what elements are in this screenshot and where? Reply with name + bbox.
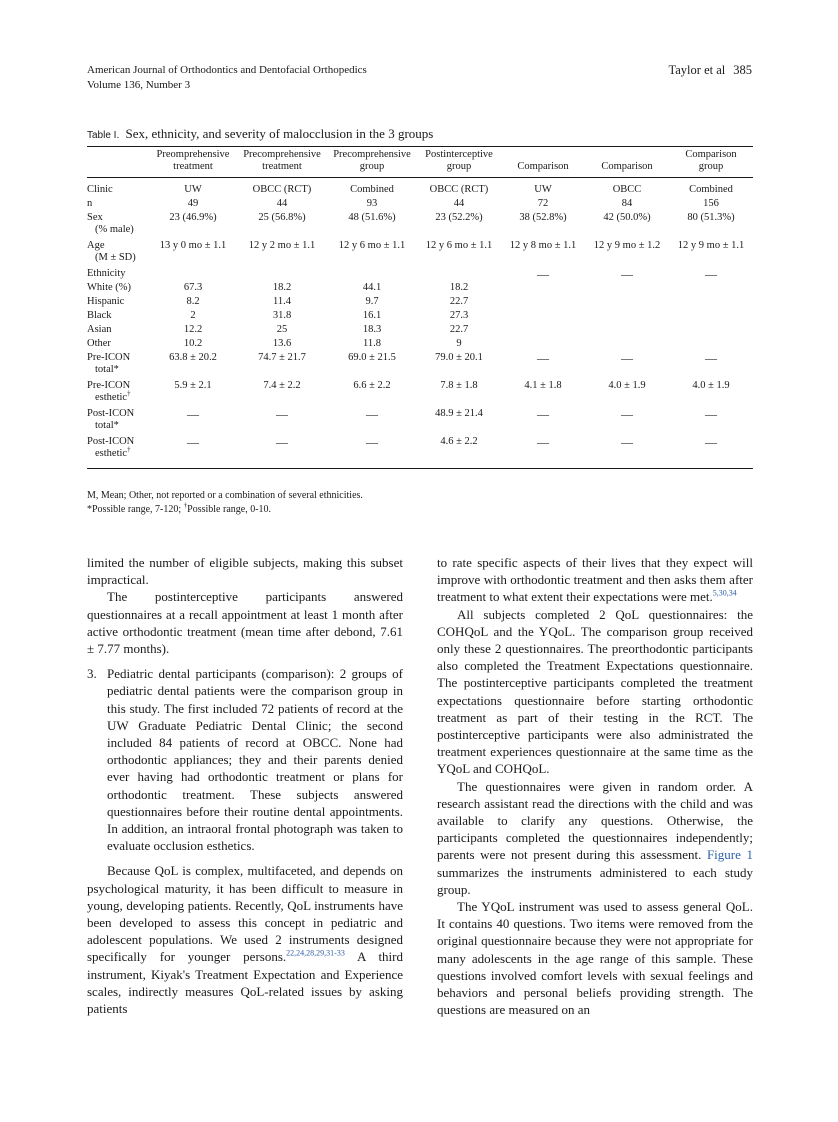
table-cell: —: [366, 435, 378, 449]
table-cell: [585, 310, 669, 324]
list-item: [87, 665, 403, 854]
footnote-ranges: [87, 503, 363, 517]
table-cell: 48 (51.6%): [348, 212, 396, 223]
table-row: [87, 240, 753, 268]
paragraph: limited the number of eligible subjects, making this subset impractical.: [87, 555, 403, 588]
table-cell: UW: [534, 184, 552, 195]
table-row: [87, 324, 753, 338]
table-cell: 16.1: [362, 310, 382, 321]
row-sublabel: [87, 389, 149, 404]
table-cell: [417, 268, 501, 282]
table-cell: 27.3: [449, 310, 469, 321]
table-cell: 63.8 ± 20.2: [169, 352, 217, 363]
column-header: Preomprehensive treatment: [156, 149, 230, 172]
running-header-journal: [87, 63, 367, 92]
header-cell-blank: [87, 147, 149, 178]
table-cell: 12 y 9 mo ± 1.1: [677, 240, 745, 251]
row-label: Hispanic: [87, 296, 125, 307]
table-cell: 12 y 8 mo ± 1.1: [509, 240, 577, 251]
table-row: [87, 296, 753, 310]
table-cell: 67.3: [183, 282, 203, 293]
table-cell: —: [537, 407, 549, 421]
table-cell: [501, 296, 585, 310]
paragraph: The postinterceptive participants answered questionnaires at a recall appointment at least 1 month after active orthodontic treatment (mean time after debond, 7.61 ± 7.77 months).: [87, 589, 403, 657]
table-cell: [327, 268, 417, 282]
table-cell: 11.4: [273, 296, 291, 307]
table-row: [87, 338, 753, 352]
row-label: n: [87, 198, 93, 209]
table-cell: 4.0 ± 1.9: [608, 380, 646, 391]
table-cell: —: [621, 407, 633, 421]
table-row: [87, 282, 753, 296]
row-label-text: Age: [87, 240, 105, 251]
table-cell: [149, 268, 237, 282]
table-cell: 93: [366, 198, 378, 209]
row-label-text: Sex: [87, 212, 103, 223]
table-cell: 7.4 ± 2.2: [263, 380, 301, 391]
table-cell: 23 (52.2%): [435, 212, 483, 223]
table-cell: —: [276, 407, 288, 421]
table-cell: [669, 324, 753, 338]
footnote-range-icon-total: *Possible range, 7-120;: [87, 504, 184, 515]
column-header: Postinterceptive group: [425, 149, 493, 172]
table-cell: 23 (46.9%): [169, 212, 217, 223]
table-cell: 44: [453, 198, 465, 209]
table-cell: 13 y 0 mo ± 1.1: [159, 240, 227, 251]
table-cell: 12 y 2 mo ± 1.1: [248, 240, 316, 251]
table-cell: [669, 296, 753, 310]
citation-link[interactable]: 5,30,34: [712, 589, 737, 599]
table-cell: 25: [276, 324, 288, 335]
table-row: [87, 310, 753, 324]
column-header: Precomprehensive treatment: [243, 149, 321, 172]
table-cell: [585, 324, 669, 338]
table-cell: OBCC (RCT): [252, 184, 312, 195]
table-cell: 31.8: [272, 310, 292, 321]
table-cell: 7.8 ± 1.8: [440, 380, 478, 391]
column-header: Comparison: [517, 161, 569, 172]
table-cell: [237, 268, 327, 282]
row-label: [87, 436, 149, 464]
table-cell: 4.1 ± 1.8: [524, 380, 562, 391]
footnote-marker: †: [183, 501, 188, 510]
table-cell: 79.0 ± 20.1: [435, 352, 483, 363]
row-label: [87, 240, 149, 268]
table-cell: 44: [276, 198, 288, 209]
row-sublabel: [87, 445, 149, 460]
body-column-left: [87, 554, 403, 1017]
table-row: [87, 212, 753, 240]
footnote-abbreviations: M, Mean; Other, not reported or a combination of several ethnicities.: [87, 490, 363, 501]
paragraph-text: The questionnaires were given in random order. A research assistant read the directions with the child and was available to clarify any questions. Otherwise, the participants completed the questionnaires independently; parents were not present during this assessment.: [437, 778, 753, 863]
table-cell: 11.8: [363, 338, 381, 349]
table-cell: [669, 282, 753, 296]
footnote-range-esthetic: Possible range, 0-10.: [187, 504, 272, 515]
table-cell: Combined: [350, 184, 394, 195]
table-row: [87, 380, 753, 408]
table-cell: 42 (50.0%): [603, 212, 651, 223]
row-label: [87, 352, 149, 380]
paragraph: [437, 778, 753, 898]
table-cell: [585, 338, 669, 352]
table-cell: 4.6 ± 2.2: [440, 436, 478, 447]
row-label-text: Post-ICON: [87, 408, 135, 419]
table-cell: —: [621, 435, 633, 449]
row-label: Black: [87, 310, 112, 321]
table-title: Sex, ethnicity, and severity of malocclusion in the 3 groups: [125, 126, 434, 141]
table-cell: —: [366, 407, 378, 421]
paragraph-text: summarizes the instruments administered to each study group.: [437, 864, 753, 897]
table-cell: OBCC: [612, 184, 642, 195]
table-cell: 5.9 ± 2.1: [174, 380, 212, 391]
journal-volume: Volume 136, Number 3: [87, 78, 191, 91]
table-cell: 80 (51.3%): [687, 212, 735, 223]
table-cell: [501, 282, 585, 296]
row-label: Ethnicity: [87, 268, 126, 279]
table-cell: 12 y 6 mo ± 1.1: [338, 240, 406, 251]
table-row: [87, 408, 753, 436]
table-header-row: [87, 147, 753, 178]
table-cell: [585, 296, 669, 310]
row-label: [87, 212, 149, 240]
table-cell: 22.7: [449, 296, 469, 307]
table-cell: —: [705, 351, 717, 365]
data-table-wrapper: [87, 146, 753, 469]
table-row: [87, 178, 753, 198]
table-cell: 74.7 ± 21.7: [258, 352, 306, 363]
table-cell: [501, 338, 585, 352]
row-label-text: Post-ICON: [87, 436, 135, 447]
column-header: Comparison group: [685, 149, 737, 172]
table-row: [87, 352, 753, 380]
table-cell: 69.0 ± 21.5: [348, 352, 396, 363]
table-cell: 22.7: [449, 324, 469, 335]
row-label: White (%): [87, 282, 132, 293]
table-cell: [501, 310, 585, 324]
table-cell: 49: [187, 198, 199, 209]
row-sublabel: (% male): [95, 224, 134, 235]
paragraph: All subjects completed 2 QoL questionnaires: the COHQoL and the YQoL. The comparison group received only these 2 questionnaires. The preorthodontic participants also completed the Treatment Expectations questionnaire. The postinterceptive participants completed the treatment expectations questionnaire before starting orthodontic treatment as part of their testing in the RCT. The postinterceptive participants were also administrated the treatment experiences questionnaire at the same time as the YQoL and COHQoL.: [437, 606, 753, 777]
table-cell: 48.9 ± 21.4: [435, 408, 483, 419]
table-bottom-rule: [87, 468, 753, 469]
column-header: Precomprehensive group: [333, 149, 411, 172]
paragraph-text: Because QoL is complex, multifaceted, and depends on psychological maturity, it has been difficult to measure in young, developing patients. Recently, QoL instruments have been developed to assess this concept in pediatric and adolescent populations. We used 2 instruments designed specifically for younger persons.: [87, 863, 403, 965]
table-cell: 2: [190, 310, 196, 321]
table-cell: —: [276, 435, 288, 449]
table-cell: —: [705, 407, 717, 421]
table-cell: 38 (52.8%): [519, 212, 567, 223]
row-sublabel: total*: [95, 420, 119, 431]
table-cell: 12 y 6 mo ± 1.1: [425, 240, 493, 251]
running-header-page: [669, 63, 753, 78]
table-label: Table I.: [87, 130, 120, 141]
footnote-marker: †: [127, 389, 131, 398]
table-cell: 25 (56.8%): [258, 212, 306, 223]
table-cell: 4.0 ± 1.9: [692, 380, 730, 391]
row-sublabel-text: esthetic: [95, 448, 128, 459]
list-text: Pediatric dental participants (comparison): 2 groups of pediatric dental patients were the comparison group in this study. The first included 72 patients of record at the UW Graduate Pediatric Dental Clinic; the second included 84 patients of record at OBCC. None had orthodontic appliances; they and their parents denied ever having had orthodontic treatment or plans for orthodontic treatment. These subjects answered questionnaires before their routine dental appointments. In addition, an intraoral frontal photograph was taken to evaluate occlusion esthetics.: [107, 666, 403, 854]
table-cell: 13.6: [272, 338, 292, 349]
table-cell: [669, 338, 753, 352]
table-cell: —: [621, 351, 633, 365]
row-label-text: Pre-ICON: [87, 380, 131, 391]
table-cell: 18.3: [362, 324, 382, 335]
row-sublabel-text: esthetic: [95, 392, 128, 403]
table-row: [87, 268, 753, 282]
table-cell: 9: [456, 338, 462, 349]
table-cell: —: [537, 267, 549, 281]
table-cell: 10.2: [183, 338, 203, 349]
journal-name: American Journal of Orthodontics and Dentofacial Orthopedics: [87, 64, 367, 76]
table-cell: —: [537, 351, 549, 365]
table-cell: OBCC (RCT): [429, 184, 489, 195]
row-sublabel: (M ± SD): [95, 252, 136, 263]
footnote-marker: †: [127, 445, 131, 454]
row-sublabel: total*: [95, 364, 119, 375]
paragraph: [87, 862, 403, 1017]
table-cell: [585, 282, 669, 296]
paragraph: [437, 554, 753, 606]
row-label-text: Pre-ICON: [87, 352, 131, 363]
citation-link[interactable]: 22,24,28,29,31-33: [286, 949, 345, 959]
table-cell: 12 y 9 mo ± 1.2: [593, 240, 661, 251]
table-cell: —: [187, 435, 199, 449]
table-cell: [501, 324, 585, 338]
row-label: [87, 408, 149, 436]
header-authors: Taylor et al: [668, 63, 726, 77]
data-table: [87, 147, 753, 464]
table-row: [87, 436, 753, 464]
table-cell: Combined: [689, 184, 733, 195]
table-cell: —: [705, 267, 717, 281]
table-cell: 12.2: [183, 324, 203, 335]
table-cell: —: [705, 435, 717, 449]
table-cell: 84: [621, 198, 633, 209]
page-number: 385: [733, 63, 752, 77]
row-label: Asian: [87, 324, 112, 335]
table-cell: [669, 310, 753, 324]
table-cell: 44.1: [362, 282, 382, 293]
table-footnotes: [87, 489, 363, 517]
table-cell: 72: [537, 198, 549, 209]
table-cell: 6.6 ± 2.2: [353, 380, 391, 391]
table-cell: 18.2: [449, 282, 469, 293]
table-cell: 18.2: [272, 282, 292, 293]
table-row: [87, 198, 753, 212]
figure-link[interactable]: Figure 1: [706, 847, 753, 863]
column-header: Comparison: [601, 161, 653, 172]
table-caption: [87, 126, 433, 142]
table-cell: —: [537, 435, 549, 449]
row-label: Clinic: [87, 184, 113, 195]
table-cell: 9.7: [365, 296, 379, 307]
row-label: Other: [87, 338, 111, 349]
table-cell: UW: [184, 184, 202, 195]
list-number: 3.: [87, 666, 97, 682]
table-cell: —: [621, 267, 633, 281]
table-cell: 156: [703, 198, 719, 209]
body-column-right: [437, 554, 753, 1018]
table-cell: —: [187, 407, 199, 421]
row-label: [87, 380, 149, 408]
paragraph-text: A third instrument, Kiyak's Treatment Expectation and Experience scales, indirectly measures QoL-related issues by asking patients: [87, 949, 404, 1017]
paragraph-text: to rate specific aspects of their lives that they expect will improve with orthodontic treatment and then asks them after treatment to what extent their expectations were met.: [437, 555, 753, 605]
table-cell: 8.2: [186, 296, 200, 307]
paragraph: The YQoL instrument was used to assess general QoL. It contains 40 questions. Two items were removed from the original questionnaire because they were not appropriate for many adolescents in the age range of this sample. These questions involved comfort levels with sexual feelings and behaviors and personal beliefs providing strength. The questions are measured on an: [437, 899, 753, 1018]
